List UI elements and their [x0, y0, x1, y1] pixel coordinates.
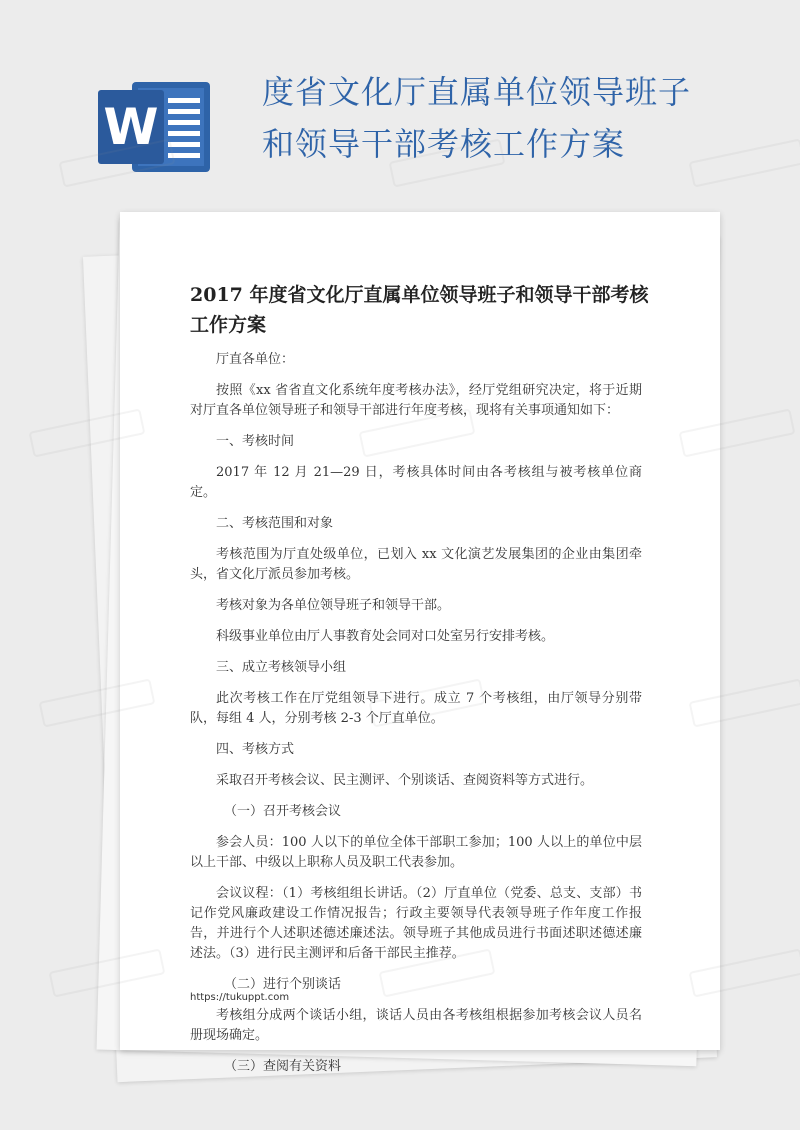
document-paragraph: 一、考核时间: [216, 434, 295, 449]
document-paragraph: 采取召开考核会议、民主测评、个别谈话、查阅资料等方式进行。: [216, 773, 594, 788]
document-page: [120, 212, 720, 1074]
header-title: [262, 66, 782, 170]
document-paragraph: 考核组分成两个谈话小组，谈话人员由各考核组根据参加考核会议人员名册现场确定。: [190, 1008, 642, 1043]
word-document-icon: [98, 78, 214, 176]
document-paragraph: 2017 年 12 月 21—29 日，考核具体时间由各考核组与被考核单位商定。: [190, 465, 642, 500]
footer-url: https://tukuppt.com: [190, 992, 290, 1003]
header-banner: [0, 0, 800, 210]
document-paragraph: 四、考核方式: [216, 742, 295, 757]
document-title: 2017 年度省文化厅直属单位领导班子和领导干部考核工作方案: [190, 284, 649, 336]
document-paragraph: 此次考核工作在厅党组领导下进行。成立 7 个考核组，由厅领导分别带队，每组 4 人，分别考核 2-3 个厅直单位。: [190, 691, 642, 726]
document-paragraph: 按照《xx 省省直文化系统年度考核办法》，经厅党组研究决定，将于近期对厅直各单位领导班子和领导干部进行年度考核，现将有关事项通知如下：: [190, 383, 642, 418]
document-paragraph: 考核对象为各单位领导班子和领导干部。: [216, 598, 451, 613]
document-paragraph: 考核范围为厅直处级单位，已划入 xx 文化演艺发展集团的企业由集团牵头，省文化厅派员参加考核。: [190, 547, 642, 582]
header-title-line-2: 和领导干部考核工作方案: [262, 125, 626, 163]
svg-text:W: W: [103, 98, 159, 156]
document-body: [190, 350, 642, 1088]
document-paragraph: 参会人员：100 人以下的单位全体干部职工参加；100 人以上的单位中层以上干部、中级以上职称人员及职工代表参加。: [190, 835, 642, 870]
document-paragraph: 二、考核范围和对象: [216, 516, 334, 531]
document-paragraph: （二）进行个别谈话: [224, 977, 342, 992]
document-paragraph: 三、成立考核领导小组: [216, 660, 347, 675]
document-paragraph: （三）查阅有关资料: [224, 1059, 342, 1074]
document-paragraph: 厅直各单位：: [216, 352, 295, 367]
document-paragraph: （一）召开考核会议: [224, 804, 342, 819]
header-title-line-1: 度省文化厅直属单位领导班子: [262, 73, 692, 111]
document-paragraph: 科级事业单位由厅人事教育处会同对口处室另行安排考核。: [216, 629, 555, 644]
document-paragraph: 会议议程：（1）考核组组长讲话。（2）厅直单位（党委、总支、支部）书记作党风廉政建设工作情况报告；行政主要领导代表领导班子作年度工作报告，并进行个人述职述德述廉述法。领导班子其他成员进行书面述职述德述廉述法。（3）进行民主测评和后备干部民主推荐。: [190, 886, 642, 961]
